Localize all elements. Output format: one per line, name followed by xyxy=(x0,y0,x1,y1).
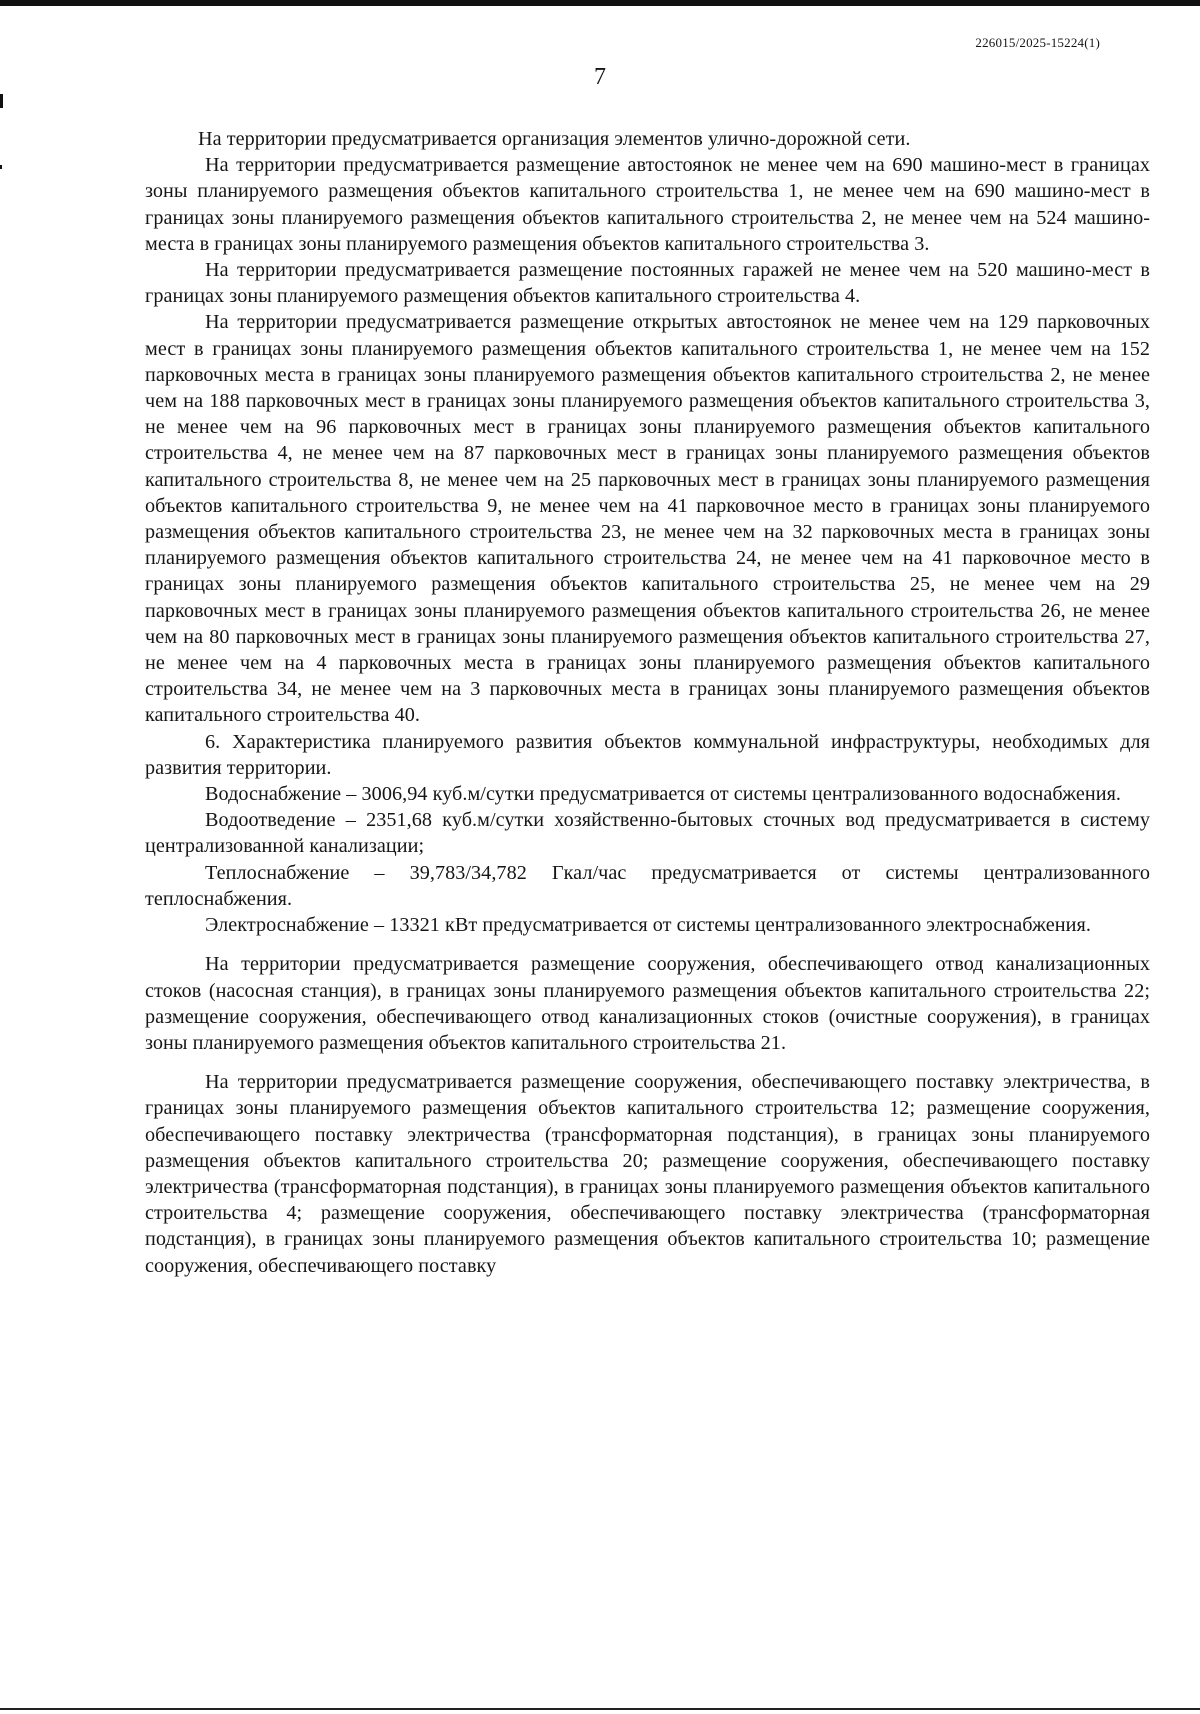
paragraph-garages: На территории предусматривается размещение постоянных гаражей не менее чем на 520 машино-мест в границах зоны планируемого размещения объектов капитального строительства 4. xyxy=(145,259,1150,308)
paragraph-water-supply: Водоснабжение – 3006,94 куб.м/сутки предусматривается от системы централизованного водоснабжения. xyxy=(205,783,1122,806)
document-body xyxy=(145,126,1150,1279)
scan-top-border xyxy=(0,0,1200,6)
paragraph-electric-facilities: На территории предусматривается размещение сооружения, обеспечивающего поставку электричества, в границах зоны планируемого размещения объектов капитального строительства 12; размещение сооружения, обеспечивающего поставку электричества (трансформаторная подстанция), в границах зоны планируемого размещения объектов капитального строительства 20; размещение сооружения, обеспечивающего поставку электричества (трансформаторная подстанция), в границах зоны планируемого размещения объектов капитального строительства 4; размещение сооружения, обеспечивающего поставку электричества (трансформаторная подстанция), в границах зоны планируемого размещения объектов капитального строительства 10; размещение сооружения, обеспечивающего поставку xyxy=(145,1071,1150,1277)
page-number: 7 xyxy=(594,64,606,90)
scan-edge-mark xyxy=(0,94,3,108)
document-number: 226015/2025-15224(1) xyxy=(975,35,1100,50)
paragraph-open-parking: На территории предусматривается размещение открытых автостоянок не менее чем на 129 парковочных мест в границах зоны планируемого размещения объектов капитального строительства 1, не менее чем на 152 парковочных места в границах зоны планируемого размещения объектов капитального строительства 2, не менее чем на 188 парковочных мест в границах зоны планируемого размещения объектов капитального строительства 3, не менее чем на 96 парковочных мест в границах зоны планируемого размещения объектов капитального строительства 4, не менее чем на 87 парковочных мест в границах зоны планируемого размещения объектов капитального строительства 8, не менее чем на 25 парковочных мест в границах зоны планируемого размещения объектов капитального строительства 9, не менее чем на 41 парковочное место в границах зоны планируемого размещения объектов капитального строительства 23, не менее чем на 32 парковочных места в границах зоны планируемого размещения объектов капитального строительства 24, не менее чем на 41 парковочное место в границах зоны планируемого размещения объектов капитального строительства 25, не менее чем на 29 парковочных мест в границах зоны планируемого размещения объектов капитального строительства 26, не менее чем на 80 парковочных мест в границах зоны планируемого размещения объектов капитального строительства 27, не менее чем на 4 парковочных места в границах зоны планируемого размещения объектов капитального строительства 34, не менее чем на 3 парковочных места в границах зоны планируемого размещения объектов капитального строительства 40. xyxy=(145,311,1150,727)
scan-edge-mark xyxy=(0,165,2,169)
paragraph-parking-lots: На территории предусматривается размещение автостоянок не менее чем на 690 машино-мест в границах зоны планируемого размещения объектов капитального строительства 1, не менее чем на 690 машино-мест в границах зоны планируемого размещения объектов капитального строительства 2, не менее чем на 524 машино-места в границах зоны планируемого размещения объектов капитального строительства 3. xyxy=(145,154,1150,255)
scan-bottom-border xyxy=(0,1708,1200,1710)
paragraph-sewerage: Водоотведение – 2351,68 куб.м/сутки хозяйственно-бытовых сточных вод предусматривается в систему централизованной канализации; xyxy=(145,809,1150,858)
paragraph-heat-supply: Теплоснабжение – 39,783/34,782 Гкал/час предусматривается от системы централизованного теплоснабжения. xyxy=(145,861,1150,910)
section-heading-utilities: 6. Характеристика планируемого развития объектов коммунальной инфраструктуры, необходимых для развития территории. xyxy=(145,730,1150,779)
paragraph-power-supply: Электроснабжение – 13321 кВт предусматривается от системы централизованного электроснабжения. xyxy=(205,914,1091,937)
paragraph-street-network: На территории предусматривается организация элементов улично-дорожной сети. xyxy=(198,128,911,150)
paragraph-sewage-facilities: На территории предусматривается размещение сооружения, обеспечивающего отвод канализационных стоков (насосная станция), в границах зоны планируемого размещения объектов капитального строительства 22; размещение сооружения, обеспечивающего отвод канализационных стоков (очистные сооружения), в границах зоны планируемого размещения объектов капитального строительства 21. xyxy=(145,953,1150,1054)
